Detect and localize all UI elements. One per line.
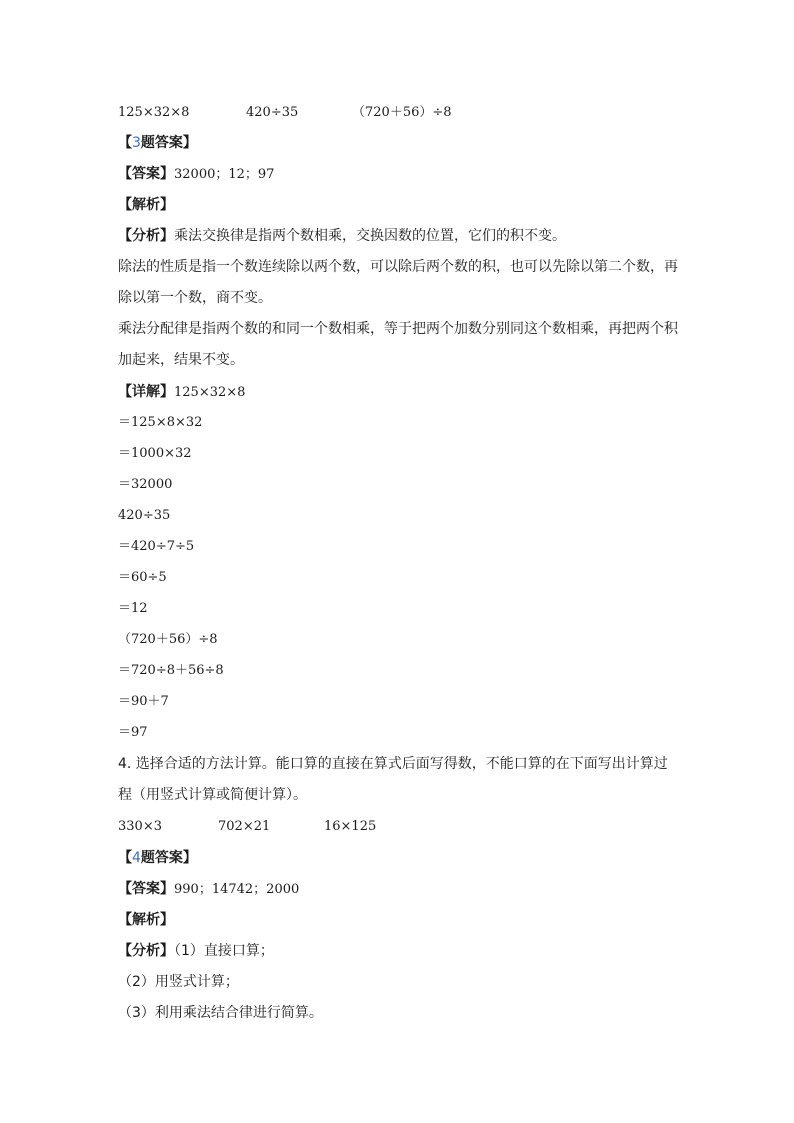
q3-para1-line1: 除法的性质是指一个数连续除以两个数，可以除后两个数的积，也可以先除以第二个数，再 bbox=[118, 259, 678, 275]
q4-problem-3: 16×125 bbox=[324, 819, 377, 834]
q3-step: ＝60÷5 bbox=[118, 570, 167, 585]
q4-answer-header bbox=[118, 849, 197, 867]
q4-fenxi-line bbox=[118, 942, 274, 960]
q3-step: ＝97 bbox=[118, 725, 148, 740]
q3-answer-header-open: 【 bbox=[118, 135, 132, 151]
q3-answer-line bbox=[118, 165, 274, 184]
q3-step: （720＋56）÷8 bbox=[118, 632, 218, 647]
q3-analysis-title: 【解析】 bbox=[118, 197, 174, 213]
q3-answer-header-num: 3 bbox=[132, 135, 141, 151]
q3-fenxi-line bbox=[118, 227, 566, 245]
q3-problems-row bbox=[118, 104, 688, 122]
q4-answer-header-rest: 题答案】 bbox=[140, 850, 197, 866]
q3-para1-line2: 除以第一个数，商不变。 bbox=[118, 290, 272, 306]
q4-answer-line bbox=[118, 880, 299, 899]
q3-para2-line2: 加起来，结果不变。 bbox=[118, 352, 244, 368]
q4-answer-value: 990；14742；2000 bbox=[174, 882, 300, 897]
q3-step: ＝125×8×32 bbox=[118, 415, 203, 430]
q3-answer-header-rest: 题答案】 bbox=[140, 135, 197, 151]
q3-para2-line1: 乘法分配律是指两个数的和同一个数相乘，等于把两个加数分别同这个数相乘，再把两个积 bbox=[118, 321, 678, 337]
q4-analysis-title: 【解析】 bbox=[118, 912, 174, 928]
q3-problem-2: 420÷35 bbox=[246, 105, 299, 120]
q4-item-3: （3）利用乘法结合律进行简算。 bbox=[118, 1005, 323, 1021]
q3-step: 420÷35 bbox=[118, 508, 171, 523]
q3-xiangjie-first: 125×32×8 bbox=[174, 385, 246, 400]
q4-answer-label: 【答案】 bbox=[118, 881, 174, 897]
q3-xiangjie-line bbox=[118, 383, 245, 402]
q3-step: ＝420÷7÷5 bbox=[118, 539, 195, 554]
q4-problems-row bbox=[118, 818, 688, 836]
q3-xiangjie-label: 【详解】 bbox=[118, 384, 174, 400]
q3-step: ＝12 bbox=[118, 601, 148, 616]
q3-answer-value: 32000；12；97 bbox=[174, 167, 275, 182]
q3-step: ＝90＋7 bbox=[118, 694, 169, 709]
q4-prompt-line2: 程（用竖式计算或简便计算）。 bbox=[118, 787, 307, 803]
q4-prompt-line1: 4. 选择合适的方法计算。能口算的直接在算式后面写得数，不能口算的在下面写出计算过 bbox=[118, 756, 668, 772]
q3-problem-3: （720＋56）÷8 bbox=[352, 105, 452, 120]
q3-fenxi-label: 【分析】 bbox=[118, 228, 174, 244]
q4-item-2: （2）用竖式计算； bbox=[118, 974, 239, 990]
q3-step: ＝720÷8＋56÷8 bbox=[118, 663, 224, 678]
q3-answer-header bbox=[118, 134, 197, 152]
q4-answer-header-num: 4 bbox=[132, 850, 141, 866]
q4-answer-header-open: 【 bbox=[118, 850, 132, 866]
q3-step: ＝1000×32 bbox=[118, 446, 192, 461]
q4-problem-2: 702×21 bbox=[218, 819, 271, 834]
q3-answer-label: 【答案】 bbox=[118, 166, 174, 182]
q3-step: ＝32000 bbox=[118, 477, 173, 492]
q3-fenxi-text: 乘法交换律是指两个数相乘，交换因数的位置，它们的积不变。 bbox=[174, 228, 566, 244]
q4-problem-1: 330×3 bbox=[118, 819, 162, 834]
q4-fenxi-label: 【分析】 bbox=[118, 943, 174, 959]
q4-fenxi-text: （1）直接口算； bbox=[174, 943, 274, 959]
q3-problem-1: 125×32×8 bbox=[118, 105, 190, 120]
